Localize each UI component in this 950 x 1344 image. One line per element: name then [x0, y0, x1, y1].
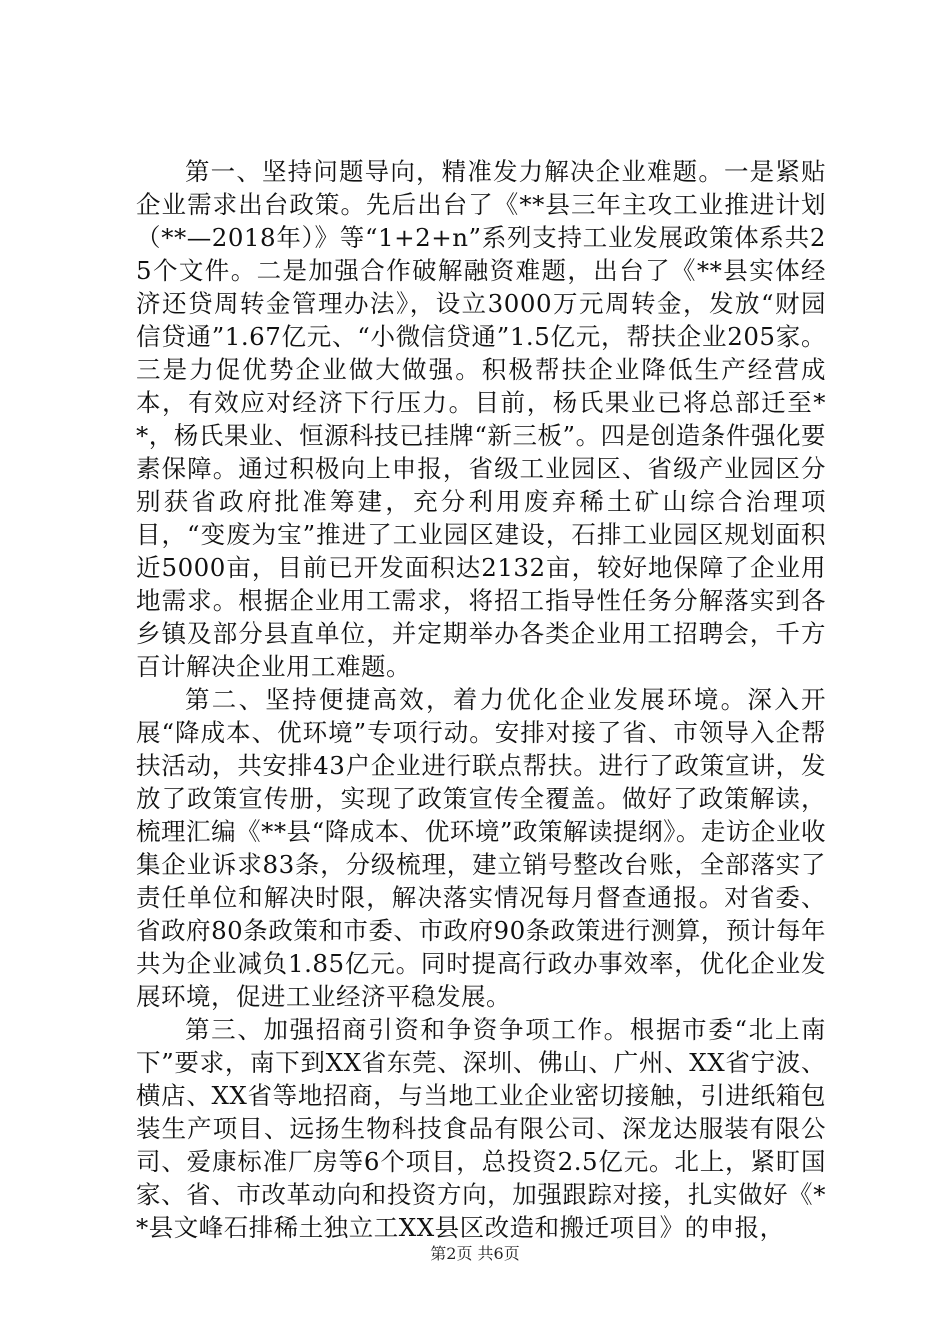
- document-body: [136, 155, 826, 1244]
- paragraph-1: 第一、坚持问题导向，精准发力解决企业难题。一是紧贴企业需求出台政策。先后出台了《**县三年主攻工业推进计划（**—2018年）》等“1+2+n”系列支持工业发展政策体系共25个文件。二是加强合作破解融资难题，出台了《**县实体经济还贷周转金管理办法》，设立3000万元周转金，发放“财园信贷通”1.67亿元、“小微信贷通”1.5亿元，帮扶企业205家。三是力促优势企业做大做强。积极帮扶企业降低生产经营成本，有效应对经济下行压力。目前，杨氏果业已将总部迁至**，杨氏果业、恒源科技已挂牌“新三板”。四是创造条件强化要素保障。通过积极向上申报，省级工业园区、省级产业园区分别获省政府批准筹建，充分利用废弃稀土矿山综合治理项目，“变废为宝”推进了工业园区建设，石排工业园区规划面积近5000亩，目前已开发面积达2132亩，较好地保障了企业用地需求。根据企业用工需求，将招工指导性任务分解落实到各乡镇及部分县直单位，并定期举办各类企业用工招聘会，千方百计解决企业用工难题。: [136, 157, 826, 681]
- paragraph-3: 第三、加强招商引资和争资争项工作。根据市委“北上南下”要求，南下到XX省东莞、深圳、佛山、广州、XX省宁波、横店、XX省等地招商，与当地工业企业密切接触，引进纸箱包装生产项目、远扬生物科技食品有限公司、深龙达服装有限公司、爱康标准厂房等6个项目，总投资2.5亿元。北上，紧盯国家、省、市改革动向和投资方向，加强跟踪对接，扎实做好《**县文峰石排稀土独立工XX县区改造和搬迁项目》的申报，: [136, 1015, 826, 1242]
- paragraph-2: 第二、坚持便捷高效，着力优化企业发展环境。深入开展“降成本、优环境”专项行动。安排对接了省、市领导入企帮扶活动，共安排43户企业进行联点帮扶。进行了政策宣讲，发放了政策宣传册，实现了政策宣传全覆盖。做好了政策解读，梳理汇编《**县“降成本、优环境”政策解读提纲》。走访企业收集企业诉求83条，分级梳理，建立销号整改台账，全部落实了责任单位和解决时限，解决落实情况每月督查通报。对省委、省政府80条政策和市委、市政府90条政策进行测算，预计每年共为企业减负1.85亿元。同时提高行政办事效率，优化企业发展环境，促进工业经济平稳发展。: [136, 685, 826, 1011]
- page-number-footer: 第2页 共6页: [430, 1244, 520, 1263]
